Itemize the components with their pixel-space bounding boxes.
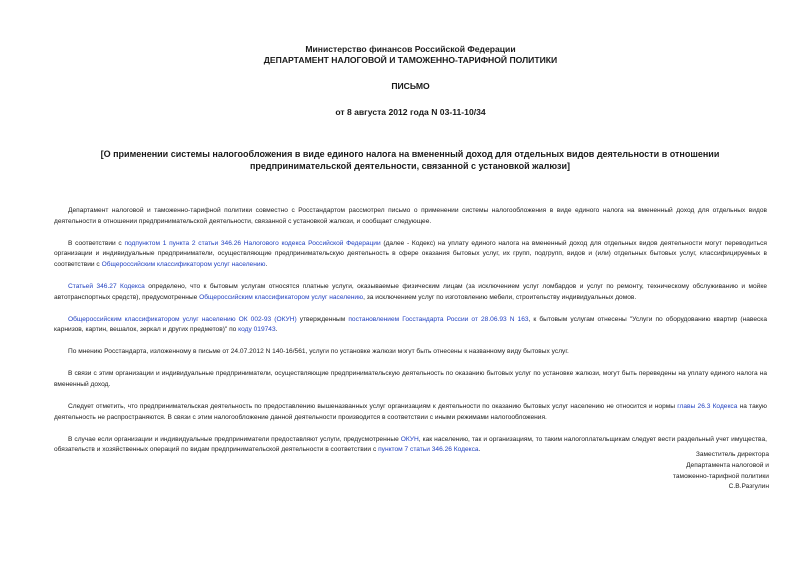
link-code-019743[interactable]: коду 019743: [238, 326, 276, 334]
paragraph-6: В связи с этим организации и индивидуальные предприниматели, осуществляющие предпринимательскую деятельность по оказанию бытовых услуг по установке жалюзи, могут быть переведены на уплату единого налога на вмененный доход.: [54, 370, 767, 389]
link-chapter-26-3[interactable]: главы 26.3 Кодекса: [677, 403, 738, 411]
document-body: [54, 206, 767, 456]
paragraph-7: Следует отметить, что предпринимательская деятельность по предоставлению вышеназванных услуг организациям к деятельности по оказанию бытовых услуг населению не относится и нормы главы 26.3 Кодекса на такую деятельность не распространяются. В связи с этим налогообложение данной деятельности производится в соответствии с иными режимами налогообложения.: [54, 403, 767, 421]
link-article-346-26-sub1[interactable]: подпунктом 1 пункта 2 статьи 346.26 Налогового кодекса Российской Федерации: [124, 239, 381, 247]
link-okun-ok-002-93[interactable]: Общероссийским классификатором услуг населению ОК 002-93 (ОКУН): [68, 315, 297, 323]
link-okun-classifier[interactable]: Общероссийским классификатором услуг населению: [199, 293, 364, 301]
document-header: [54, 44, 767, 118]
paragraph-1: Департамент налоговой и таможенно-тарифной политики совместно с Росстандартом рассмотрел письмо о применении системы налогообложения в виде единого налога на вмененный доход для отдельных видов деятельности в отношении предпринимательской деятельности, связанной с установкой жалюзи, и сообщает следующее.: [54, 207, 767, 225]
document-title: [О применении системы налогообложения в виде единого налога на вмененный доход для отдельных видов деятельности в отношении предпринимательской деятельности, связанной с установкой жалюзи]: [100, 149, 720, 171]
link-article-346-27[interactable]: Статьей 346.27 Кодекса: [68, 282, 145, 290]
signature-department: Департамента налоговой и: [686, 461, 769, 469]
paragraph-8: В случае если организации и индивидуальные предприниматели предоставляют услуги, предусмотренные ОКУН, как населению, так и организациям, то таким налогоплательщикам следует вести раздельный учет имущества, обязательств и хозяйственных операций по видам предпринимательской деятельности в соответствии с пунктом 7 статьи 346.26 Кодекса.: [54, 435, 767, 454]
signature-name: С.В.Разгулин: [728, 483, 769, 491]
link-gosstandart-resolution[interactable]: постановлением Госстандарта России от 28.06.93 N 163: [348, 315, 529, 323]
signature-block: [673, 450, 769, 493]
paragraph-4: Общероссийским классификатором услуг населению ОК 002-93 (ОКУН) утвержденным постановлением Госстандарта России от 28.06.93 N 163, к бытовым услугам отнесены "Услуги по оборудованию квартир (навеска карнизов, картин, вешалок, зеркал и других предметов)" по коду 019743.: [54, 315, 767, 334]
paragraph-2: В соответствии с подпунктом 1 пункта 2 статьи 346.26 Налогового кодекса Российской Федерации (далее - Кодекс) на уплату единого налога на вмененный доход для отдельных видов деятельности могут переводиться организации и индивидуальные предприниматели, осуществляющие предпринимательскую деятельность в сфере оказания бытовых услуг, их групп, подгрупп, видов и (или) отдельных бытовых услуг, классифицируемых в соответствии с Общероссийским классификатором услуг населению.: [54, 239, 767, 268]
document-date-number: от 8 августа 2012 года N 03-11-10/34: [335, 107, 486, 117]
link-okun[interactable]: ОКУН: [400, 435, 419, 443]
document-type: ПИСЬМО: [391, 81, 430, 91]
link-article-346-26-p7[interactable]: пунктом 7 статьи 346.26 Кодекса: [378, 446, 479, 454]
signature-department-cont: таможенно-тарифной политики: [672, 472, 769, 480]
ministry-name: Министерство финансов Российской Федерации: [305, 44, 516, 54]
paragraph-5: По мнению Росстандарта, изложенному в письме от 24.07.2012 N 140-16/561, услуги по установке жалюзи могут быть отнесены к названному виду бытовых услуг.: [68, 348, 569, 356]
link-okun-classifier[interactable]: Общероссийским классификатором услуг населению: [101, 260, 266, 268]
paragraph-3: Статьей 346.27 Кодекса определено, что к бытовым услугам относятся платные услуги, оказываемые физическим лицам (за исключением услуг ломбардов и услуг по ремонту, техническому обслуживанию и мойке автотранспортных средств), предусмотренные Общероссийским классификатором услуг населению, за исключением услуг по изготовлению мебели, строительству индивидуальных домов.: [54, 282, 767, 301]
department-name: ДЕПАРТАМЕНТ НАЛОГОВОЙ И ТАМОЖЕННО-ТАРИФНОЙ ПОЛИТИКИ: [263, 55, 558, 65]
signature-position: Заместитель директора: [695, 451, 769, 458]
